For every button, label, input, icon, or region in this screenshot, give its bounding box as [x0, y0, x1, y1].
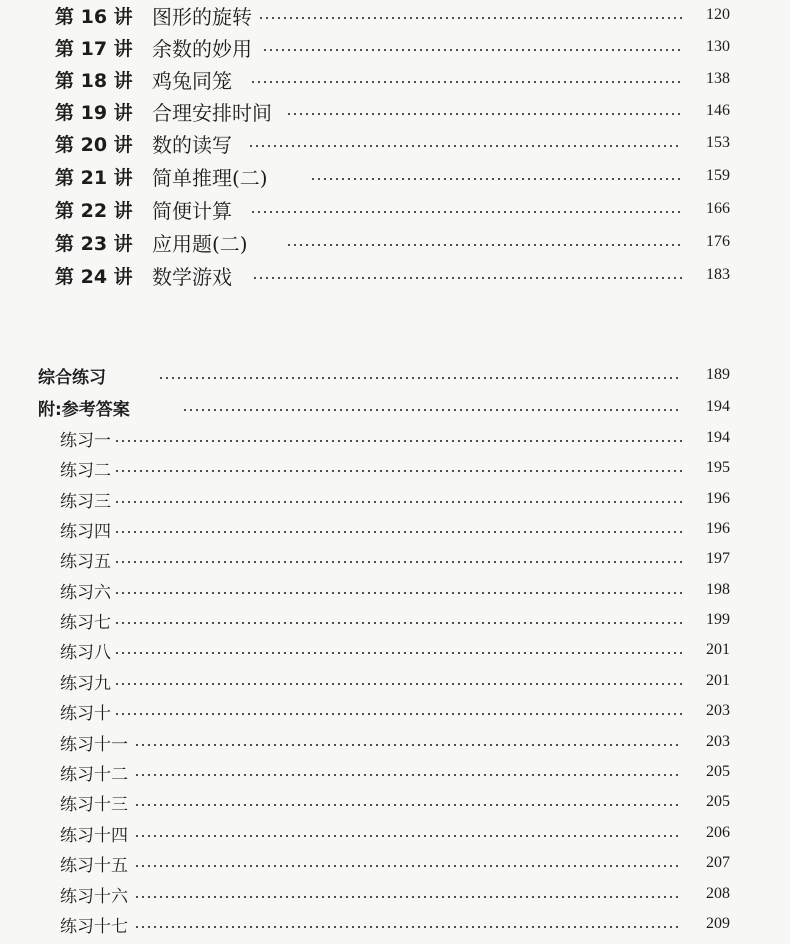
exercise-title: 练习十四 [60, 825, 128, 846]
dot-leader [114, 440, 682, 442]
dot-leader [182, 409, 682, 411]
lesson-number: 第 19 讲 [55, 101, 133, 124]
page-number: 189 [706, 366, 730, 383]
page-number: 130 [706, 38, 730, 55]
lesson-number: 第 22 讲 [55, 199, 133, 222]
dot-leader [310, 178, 682, 180]
toc-row-exercise [0, 848, 790, 878]
toc-row-exercise [0, 666, 790, 696]
page-number: 205 [706, 793, 730, 810]
page-number: 138 [706, 70, 730, 87]
page-number: 209 [706, 915, 730, 932]
toc-row-exercise [0, 544, 790, 574]
lesson-number: 第 24 讲 [55, 265, 133, 288]
page-number: 203 [706, 702, 730, 719]
dot-leader [286, 113, 682, 115]
toc-row-exercise [0, 575, 790, 605]
toc-row-exercise [0, 879, 790, 909]
lesson-title: 合理安排时间 [152, 100, 272, 125]
dot-leader [114, 622, 682, 624]
lesson-title: 数的读写 [152, 132, 232, 157]
lesson-title: 数学游戏 [152, 264, 232, 289]
exercise-title: 练习六 [60, 582, 111, 603]
toc-row-lesson-23 [0, 227, 790, 257]
page-number: 146 [706, 102, 730, 119]
toc-row-lesson-18 [0, 64, 790, 94]
page-number: 197 [706, 550, 730, 567]
lesson-number: 第 16 讲 [55, 5, 133, 28]
page-number: 198 [706, 581, 730, 598]
page-number: 120 [706, 6, 730, 23]
dot-leader [114, 683, 682, 685]
toc-row-exercise [0, 727, 790, 757]
dot-leader [134, 804, 682, 806]
toc-row-lesson-24 [0, 260, 790, 290]
dot-leader [114, 531, 682, 533]
section-title: 综合练习 [38, 367, 106, 388]
dot-leader [286, 244, 682, 246]
page-number: 208 [706, 885, 730, 902]
dot-leader [258, 17, 682, 19]
exercise-title: 练习八 [60, 642, 111, 663]
page-number: 205 [706, 763, 730, 780]
lesson-title: 余数的妙用 [152, 36, 252, 61]
exercise-title: 练习一 [60, 430, 111, 451]
exercise-title: 练习七 [60, 612, 111, 633]
exercise-title: 练习十一 [60, 734, 128, 755]
exercise-title: 练习十六 [60, 886, 128, 907]
page-number: 207 [706, 854, 730, 871]
toc-row-exercise [0, 423, 790, 453]
toc-row-lesson-19 [0, 96, 790, 126]
dot-leader [250, 81, 682, 83]
dot-leader [114, 501, 682, 503]
lesson-number: 第 20 讲 [55, 133, 133, 156]
page-number: 194 [706, 398, 730, 415]
dot-leader [262, 49, 682, 51]
dot-leader [134, 896, 682, 898]
dot-leader [134, 835, 682, 837]
toc-row-exercise [0, 453, 790, 483]
exercise-title: 练习四 [60, 521, 111, 542]
toc-row-exercise [0, 484, 790, 514]
dot-leader [158, 377, 682, 379]
toc-row-comprehensive-practice [0, 360, 790, 390]
page-number: 203 [706, 733, 730, 750]
page-number: 206 [706, 824, 730, 841]
exercise-title: 练习十三 [60, 794, 128, 815]
dot-leader [114, 713, 682, 715]
exercise-title: 练习三 [60, 491, 111, 512]
lesson-title: 应用题(二) [152, 231, 248, 256]
dot-leader [114, 470, 682, 472]
section-title: 附:参考答案 [38, 399, 130, 420]
lesson-number: 第 18 讲 [55, 69, 133, 92]
page-number: 195 [706, 459, 730, 476]
toc-row-lesson-21 [0, 161, 790, 191]
lesson-title: 简单推理(二) [152, 165, 268, 190]
dot-leader [252, 277, 682, 279]
dot-leader [248, 145, 682, 147]
dot-leader [114, 561, 682, 563]
page-number: 199 [706, 611, 730, 628]
page-number: 176 [706, 233, 730, 250]
lesson-title: 图形的旋转 [152, 4, 252, 29]
lesson-title: 简便计算 [152, 198, 232, 223]
dot-leader [134, 774, 682, 776]
exercise-title: 练习九 [60, 673, 111, 694]
lesson-number: 第 17 讲 [55, 37, 133, 60]
toc-row-exercise [0, 605, 790, 635]
lesson-number: 第 23 讲 [55, 232, 133, 255]
dot-leader [250, 211, 682, 213]
toc-row-exercise [0, 818, 790, 848]
exercise-title: 练习二 [60, 460, 111, 481]
toc-row-exercise [0, 757, 790, 787]
toc-row-exercise [0, 909, 790, 939]
toc-row-lesson-16 [0, 0, 790, 30]
toc-row-lesson-20 [0, 128, 790, 158]
exercise-title: 练习十七 [60, 916, 128, 937]
toc-row-lesson-17 [0, 32, 790, 62]
toc-row-exercise [0, 787, 790, 817]
toc-row-lesson-22 [0, 194, 790, 224]
page-number: 196 [706, 520, 730, 537]
dot-leader [114, 652, 682, 654]
lesson-number: 第 21 讲 [55, 166, 133, 189]
page-number: 166 [706, 200, 730, 217]
toc-row-exercise [0, 514, 790, 544]
exercise-title: 练习十二 [60, 764, 128, 785]
exercise-title: 练习五 [60, 551, 111, 572]
lesson-title: 鸡兔同笼 [152, 68, 232, 93]
dot-leader [134, 926, 682, 928]
page-number: 201 [706, 641, 730, 658]
exercise-title: 练习十 [60, 703, 111, 724]
page-number: 159 [706, 167, 730, 184]
page-number: 194 [706, 429, 730, 446]
page-number: 183 [706, 266, 730, 283]
toc-row-answer-key [0, 392, 790, 422]
page-number: 201 [706, 672, 730, 689]
page-number: 196 [706, 490, 730, 507]
toc-row-exercise [0, 696, 790, 726]
page-number: 153 [706, 134, 730, 151]
dot-leader [134, 865, 682, 867]
dot-leader [114, 592, 682, 594]
exercise-title: 练习十五 [60, 855, 128, 876]
toc-row-exercise [0, 635, 790, 665]
dot-leader [134, 744, 682, 746]
